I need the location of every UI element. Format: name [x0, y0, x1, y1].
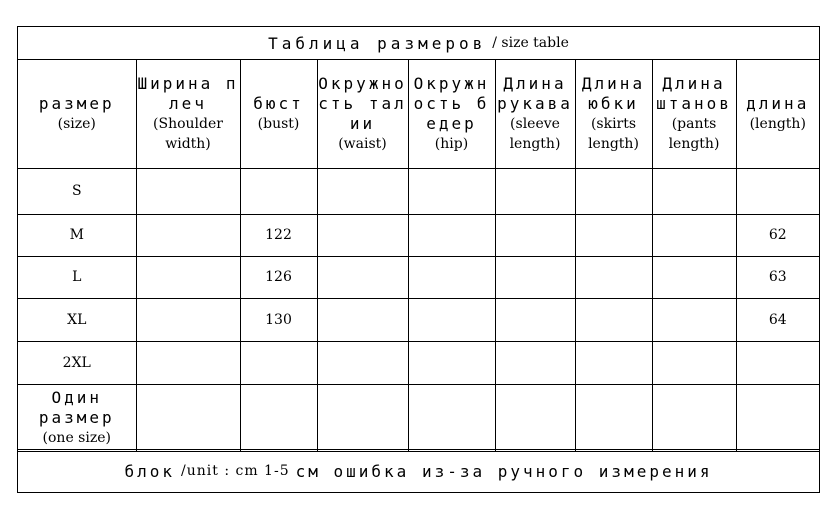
table-row: [18, 214, 819, 256]
unit-label: /unit : cm 1-5: [181, 463, 290, 479]
header-waist: Окружность талии (waist): [317, 60, 408, 168]
sleeve-cell: [495, 341, 575, 384]
hip-cell: [408, 214, 495, 256]
header-pants: Длина штанов (pants length): [652, 60, 736, 168]
table-row: [18, 256, 819, 298]
size-cell: L: [18, 256, 136, 298]
pants-cell: [652, 298, 736, 341]
waist-cell: [317, 168, 408, 214]
hip-cell: [408, 256, 495, 298]
length-cell: [736, 341, 819, 384]
skirt-cell: [575, 256, 652, 298]
shoulder-cell: [136, 384, 240, 451]
size-cell: 2XL: [18, 341, 136, 384]
header-length: длина (length): [736, 60, 819, 168]
waist-cell: [317, 298, 408, 341]
header-sleeve: Длина рукава (sleeve length): [495, 60, 575, 168]
header-shoulder: Ширина плеч (Shoulder width): [136, 60, 240, 168]
title-ru: Таблица размеров: [268, 33, 487, 53]
shoulder-cell: [136, 298, 240, 341]
size-cell: M: [18, 214, 136, 256]
length-cell: 64: [736, 298, 819, 341]
header-row: [18, 60, 819, 168]
sleeve-cell: [495, 256, 575, 298]
waist-cell: [317, 214, 408, 256]
title-en: / size table: [492, 35, 569, 51]
waist-cell: [317, 341, 408, 384]
size-chart: [17, 26, 820, 493]
bust-cell: [240, 384, 317, 451]
size-cell-one-size: Один размер (one size): [18, 384, 136, 451]
error-note: см ошибка из-за ручного измерения: [295, 461, 713, 481]
bust-cell: 122: [240, 214, 317, 256]
length-cell: 63: [736, 256, 819, 298]
measurement-note: [18, 449, 819, 492]
sleeve-cell: [495, 168, 575, 214]
pants-cell: [652, 214, 736, 256]
waist-cell: [317, 256, 408, 298]
hip-cell: [408, 341, 495, 384]
hip-cell: [408, 168, 495, 214]
table-title: [18, 27, 819, 60]
sleeve-cell: [495, 298, 575, 341]
table-row: [18, 341, 819, 384]
header-size: размер (size): [18, 60, 136, 168]
pants-cell: [652, 168, 736, 214]
shoulder-cell: [136, 256, 240, 298]
skirt-cell: [575, 341, 652, 384]
hip-cell: [408, 298, 495, 341]
shoulder-cell: [136, 168, 240, 214]
header-hip: Окружность бедер (hip): [408, 60, 495, 168]
pants-cell: [652, 341, 736, 384]
length-cell: [736, 384, 819, 451]
skirt-cell: [575, 214, 652, 256]
length-cell: [736, 168, 819, 214]
bust-cell: [240, 341, 317, 384]
table-row: [18, 384, 819, 451]
bust-cell: 126: [240, 256, 317, 298]
header-skirt: Длина юбки (skirts length): [575, 60, 652, 168]
pants-cell: [652, 384, 736, 451]
table-row: [18, 298, 819, 341]
skirt-cell: [575, 168, 652, 214]
pants-cell: [652, 256, 736, 298]
size-cell: S: [18, 168, 136, 214]
hip-cell: [408, 384, 495, 451]
length-cell: 62: [736, 214, 819, 256]
waist-cell: [317, 384, 408, 451]
shoulder-cell: [136, 341, 240, 384]
bust-cell: [240, 168, 317, 214]
header-bust: бюст (bust): [240, 60, 317, 168]
size-table: [18, 60, 819, 452]
sleeve-cell: [495, 384, 575, 451]
size-cell: XL: [18, 298, 136, 341]
unit-label-ru: блок: [124, 461, 176, 481]
bust-cell: 130: [240, 298, 317, 341]
skirt-cell: [575, 384, 652, 451]
sleeve-cell: [495, 214, 575, 256]
skirt-cell: [575, 298, 652, 341]
shoulder-cell: [136, 214, 240, 256]
table-row: [18, 168, 819, 214]
